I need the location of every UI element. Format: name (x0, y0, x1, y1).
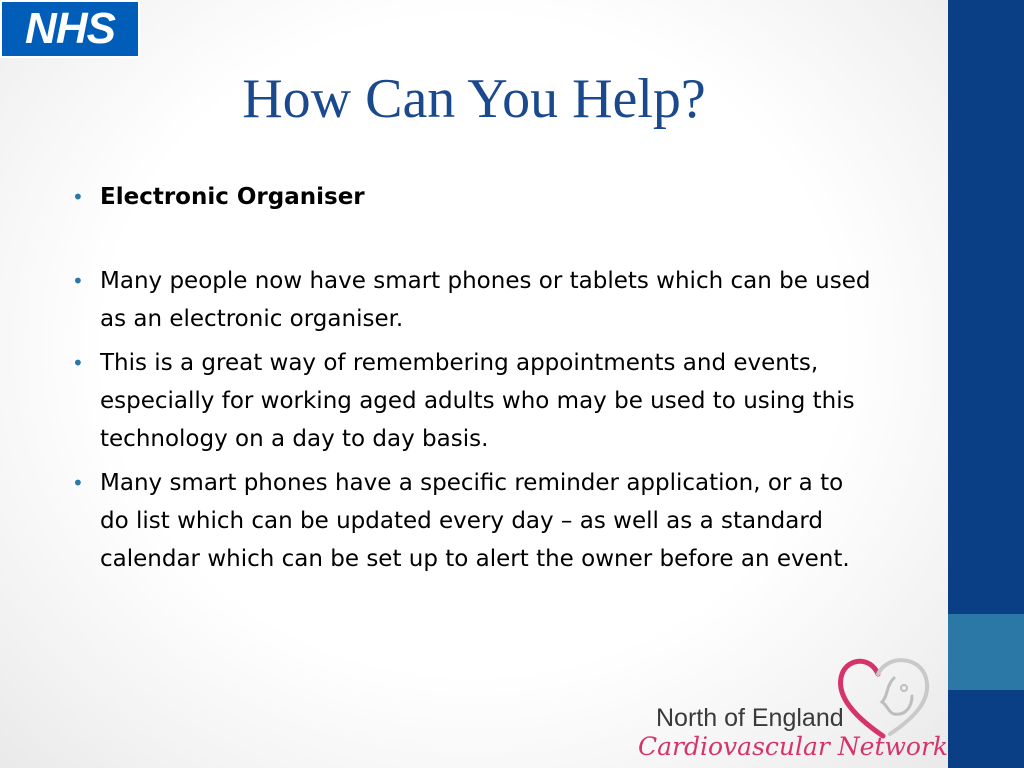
network-logo-line1: North of England (656, 704, 844, 732)
bullet-item (72, 344, 872, 458)
bullet-text: Electronic Organiser (100, 184, 365, 210)
bullet-icon: • (72, 185, 84, 209)
bullet-item (72, 262, 872, 338)
bullet-list (72, 178, 872, 584)
slide-title: How Can You Help? (242, 68, 706, 130)
bullet-item (72, 178, 872, 216)
network-logo (638, 652, 949, 764)
bullet-item (72, 464, 872, 578)
bullet-text: This is a great way of remembering appointments and events, especially for working aged adults who may be used to using this technology on a day to day basis. (100, 350, 855, 452)
bullet-text: Many people now have smart phones or tablets which can be used as an electronic organiser. (100, 268, 871, 332)
bullet-text: Many smart phones have a specific reminder application, or a to do list which can be updated every day – as well as a standard calendar which can be set up to alert the owner before an event. (100, 470, 850, 572)
network-logo-line2: Cardiovascular Network (638, 732, 949, 761)
bullet-icon: • (72, 269, 84, 293)
bullet-icon: • (72, 471, 84, 495)
bullet-icon: • (72, 351, 84, 375)
heart-face-icon (828, 652, 938, 742)
nhs-logo (0, 0, 140, 58)
side-band-accent (948, 614, 1024, 690)
nhs-logo-text: NHS (25, 4, 115, 53)
